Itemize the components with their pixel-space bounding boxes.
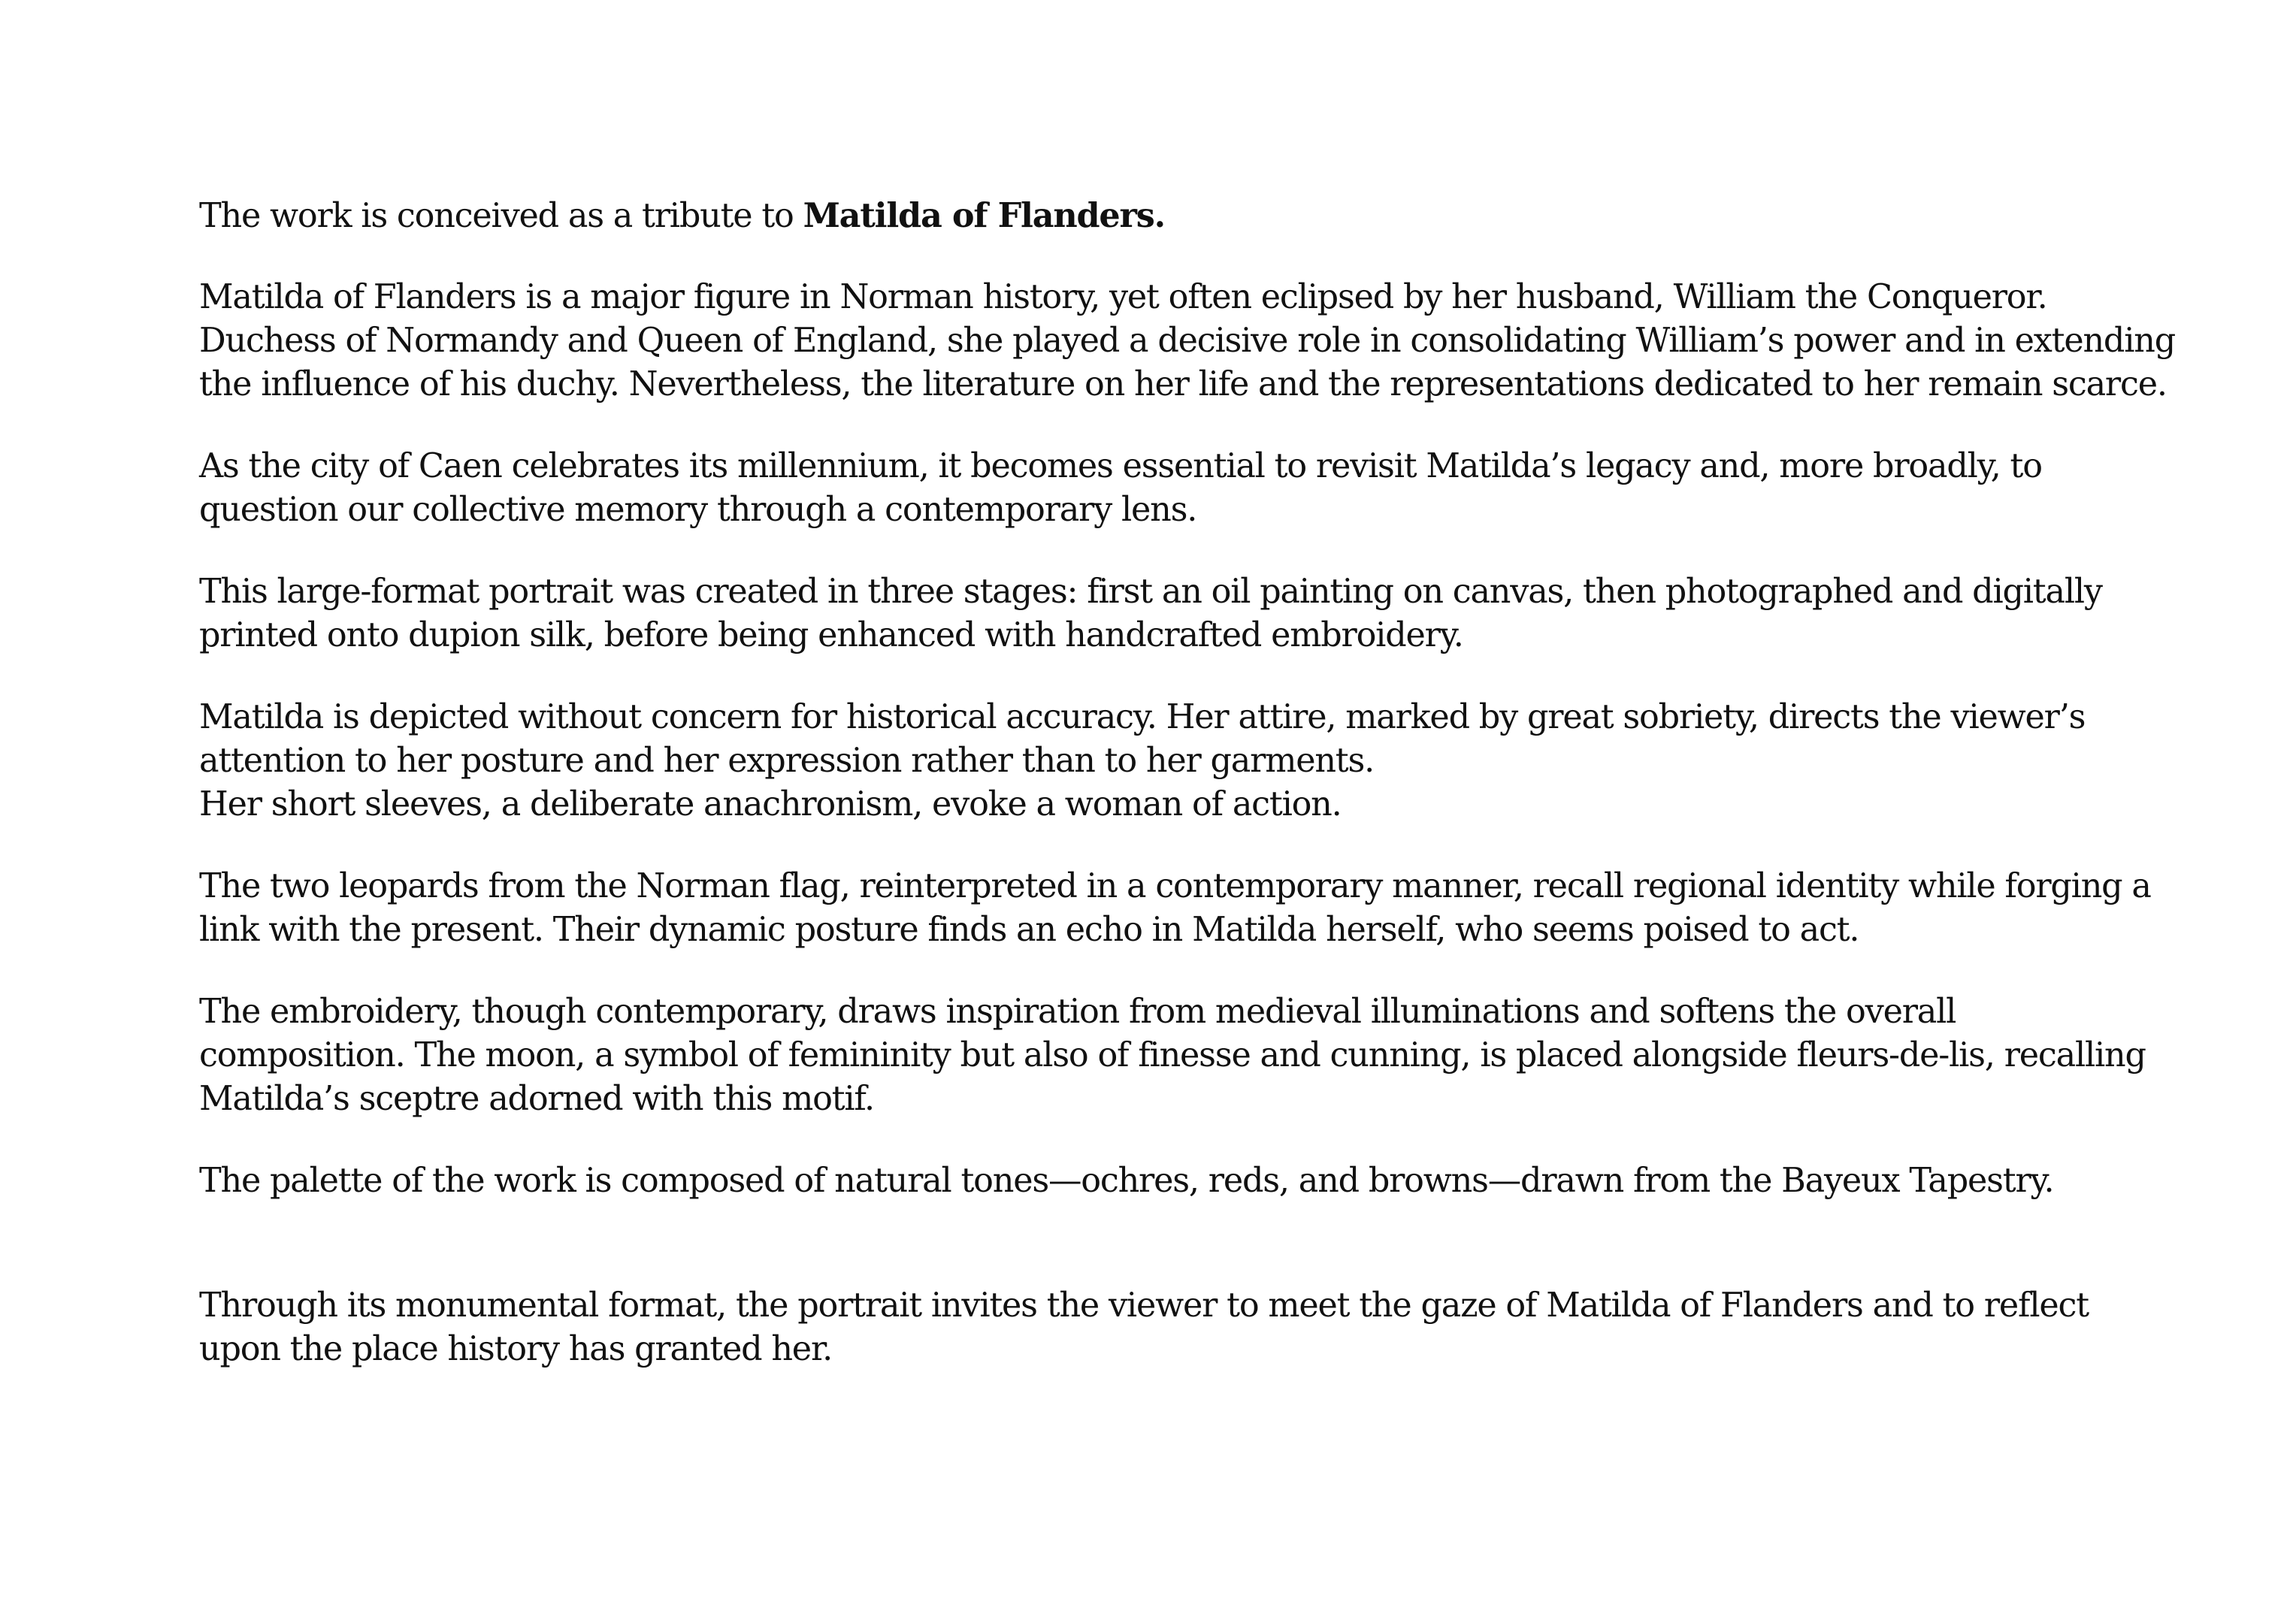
paragraph-line: Matilda’s sceptre adorned with this motif. — [199, 1080, 875, 1118]
intro-line — [199, 194, 2191, 237]
paragraph-line: Her short sleeves, a deliberate anachronism, evoke a woman of action. — [199, 785, 1342, 824]
paragraph-depiction — [199, 696, 2191, 827]
paragraph-millennium — [199, 445, 2191, 532]
intro-prefix: The work is conceived as a tribute to — [199, 197, 803, 235]
paragraph-palette — [199, 1159, 2191, 1203]
paragraph-history — [199, 276, 2191, 407]
paragraph-line: attention to her posture and her expression rather than to her garments. — [199, 742, 1375, 780]
paragraph-technique — [199, 570, 2191, 657]
paragraph-line: Matilda of Flanders is a major figure in Norman history, yet often eclipsed by her husband, William the Conqueror. — [199, 278, 2047, 316]
paragraph-line: This large-format portrait was created in three stages: first an oil painting on canvas, then photographed and digitally — [199, 573, 2102, 611]
paragraph-line: the influence of his duchy. Nevertheless, the literature on her life and the representations dedicated to her remain scarce. — [199, 365, 2167, 403]
paragraph-line: The two leopards from the Norman flag, reinterpreted in a contemporary manner, recall regional identity while forging a — [199, 867, 2151, 905]
intro-subject: Matilda of Flanders. — [803, 196, 1165, 235]
paragraph-embroidery — [199, 990, 2191, 1121]
paragraph-line: As the city of Caen celebrates its millennium, it becomes essential to revisit Matilda’s legacy and, more broadly, to — [199, 447, 2042, 485]
paragraph-line: link with the present. Their dynamic posture finds an echo in Matilda herself, who seems poised to act. — [199, 911, 1859, 949]
paragraph-leopards — [199, 865, 2191, 952]
document-body — [199, 194, 2191, 1410]
paragraph-line: The embroidery, though contemporary, draws inspiration from medieval illuminations and softens the overall — [199, 993, 1956, 1031]
intro-paragraph — [199, 194, 2191, 237]
paragraph-line: Through its monumental format, the portrait invites the viewer to meet the gaze of Matilda of Flanders and to reflect — [199, 1286, 2089, 1325]
paragraph-line: upon the place history has granted her. — [199, 1330, 833, 1368]
paragraph-line: printed onto dupion silk, before being enhanced with handcrafted embroidery. — [199, 616, 1463, 654]
paragraph-line: Duchess of Normandy and Queen of England, she played a decisive role in consolidating William’s power and in extending — [199, 322, 2175, 360]
paragraph-line: composition. The moon, a symbol of femininity but also of finesse and cunning, is placed alongside fleurs-de-lis, recalling — [199, 1036, 2146, 1074]
paragraph-line: The palette of the work is composed of natural tones—ochres, reds, and browns—drawn from the Bayeux Tapestry. — [199, 1162, 2054, 1200]
paragraph-line: question our collective memory through a contemporary lens. — [199, 491, 1197, 529]
paragraph-line: Matilda is depicted without concern for historical accuracy. Her attire, marked by great sobriety, directs the viewer’s — [199, 698, 2086, 736]
paragraph-conclusion — [199, 1284, 2191, 1371]
